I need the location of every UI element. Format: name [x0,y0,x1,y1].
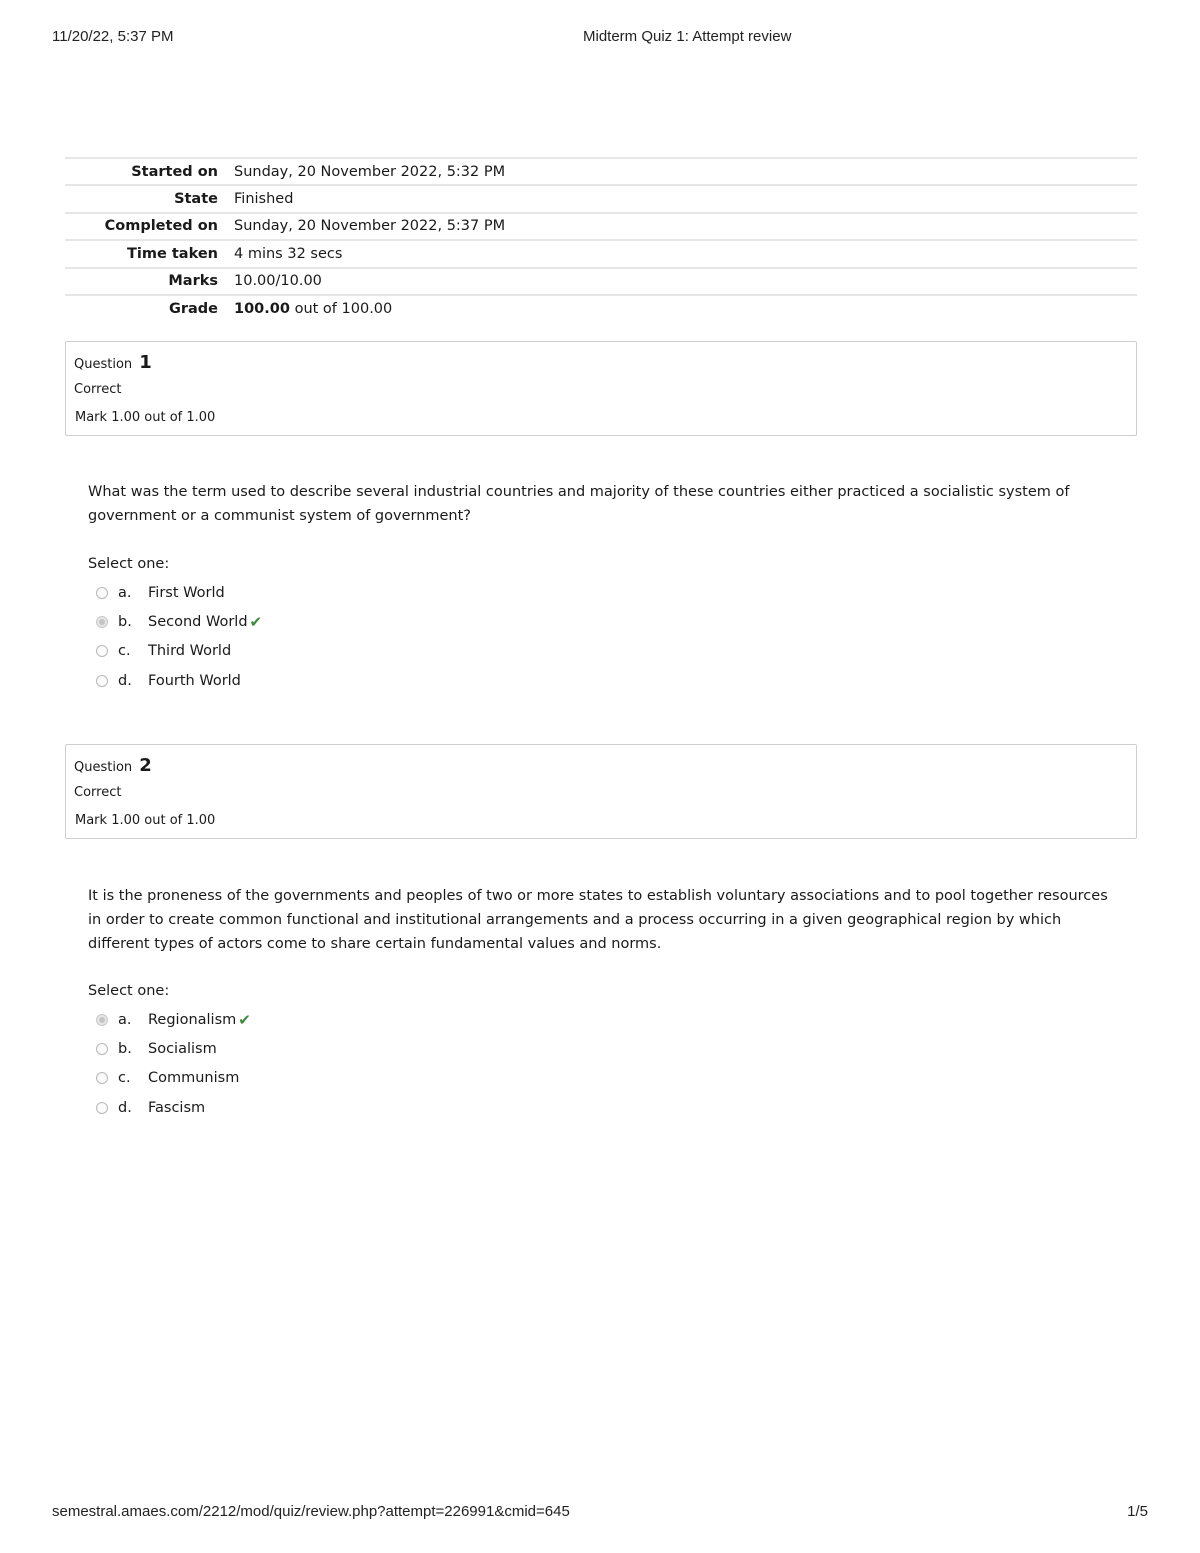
summary-row-state [65,185,1137,212]
answer-text: Fourth World [148,672,241,689]
question-text: It is the proneness of the governments and peoples of two or more states to establish voluntary associations and to pool together resources in order to create common functional and institutional arrangements and a process occurring in a given geographical region by which different types of actors come to share certain fundamental values and norms. [88,888,1108,952]
grade-score: 100.00 [234,301,290,318]
question-text: What was the term used to describe several industrial countries and majority of these countries either practiced a socialistic system of government or a communist system of government? [88,484,1070,524]
summary-row-grade [65,295,1137,322]
question-grade: Mark 1.00 out of 1.00 [75,813,216,828]
grade-out-of: out of 100.00 [294,301,393,318]
radio-button[interactable] [96,1043,108,1055]
question-info-box [65,341,1137,436]
summary-row-completed [65,213,1137,240]
question-label: Question [74,357,133,372]
answer-option-b[interactable] [96,607,262,636]
page-url: semestral.amaes.com/2212/mod/quiz/review.php?attempt=226991&cmid=645 [52,1503,570,1520]
summary-row-started [65,158,1137,185]
answer-text: Communism [148,1070,240,1087]
summary-row-marks [65,268,1137,295]
print-datetime: 11/20/22, 5:37 PM [52,28,174,45]
summary-value: Sunday, 20 November 2022, 5:32 PM [234,163,506,180]
question-state: Correct [74,785,122,800]
summary-value: 4 mins 32 secs [234,245,343,262]
summary-row-time-taken [65,240,1137,267]
answer-letter: c. [118,1070,131,1087]
radio-button-selected[interactable] [96,616,108,628]
attempt-summary-table [65,157,1137,322]
question-grade: Mark 1.00 out of 1.00 [75,410,216,425]
summary-label: State [174,191,218,208]
radio-button-selected[interactable] [96,1014,108,1026]
radio-button[interactable] [96,1072,108,1084]
answer-list [96,578,262,695]
answer-option-d[interactable] [96,1093,251,1122]
answer-option-d[interactable] [96,666,262,695]
answer-letter: b. [118,1040,132,1057]
question-number-value: 2 [139,755,152,776]
answer-text: Second World [148,613,248,630]
radio-button[interactable] [96,1102,108,1114]
answer-text: Third World [148,643,232,660]
print-header [52,28,1148,50]
print-footer [52,1503,1148,1525]
radio-button[interactable] [96,675,108,687]
summary-label: Marks [168,273,218,290]
answer-text: First World [148,584,225,601]
summary-label: Completed on [104,218,218,235]
page-number: 1/5 [1127,1503,1148,1520]
summary-value: Finished [234,191,294,208]
answer-option-c[interactable] [96,1064,251,1093]
question-info-box [65,744,1137,839]
answer-text: Fascism [148,1099,206,1116]
summary-value: 10.00/10.00 [234,273,322,290]
answer-option-a[interactable] [96,578,262,607]
question-label: Question [74,760,133,775]
question-number [74,352,152,373]
select-one-prompt: Select one: [88,983,170,999]
summary-label: Time taken [127,245,218,262]
answer-option-b[interactable] [96,1034,251,1063]
radio-button[interactable] [96,645,108,657]
correct-check-icon: ✔ [249,612,263,631]
summary-value: Sunday, 20 November 2022, 5:37 PM [234,218,506,235]
answer-list [96,1005,251,1122]
answer-letter: a. [118,1011,132,1028]
print-page-title: Midterm Quiz 1: Attempt review [583,28,792,45]
summary-value [234,295,1137,322]
radio-button[interactable] [96,587,108,599]
question-number [74,755,152,776]
question-number-value: 1 [139,352,152,373]
correct-check-icon: ✔ [238,1010,251,1029]
select-one-prompt: Select one: [88,556,170,572]
answer-letter: a. [118,584,132,601]
answer-text: Socialism [148,1040,217,1057]
question-state: Correct [74,382,122,397]
answer-option-a[interactable] [96,1005,251,1034]
answer-letter: b. [118,613,132,630]
answer-letter: d. [118,672,132,689]
answer-text: Regionalism [148,1011,237,1028]
answer-option-c[interactable] [96,637,262,666]
summary-label: Started on [131,163,218,180]
answer-letter: d. [118,1099,132,1116]
summary-label: Grade [168,301,218,318]
answer-letter: c. [118,643,131,660]
